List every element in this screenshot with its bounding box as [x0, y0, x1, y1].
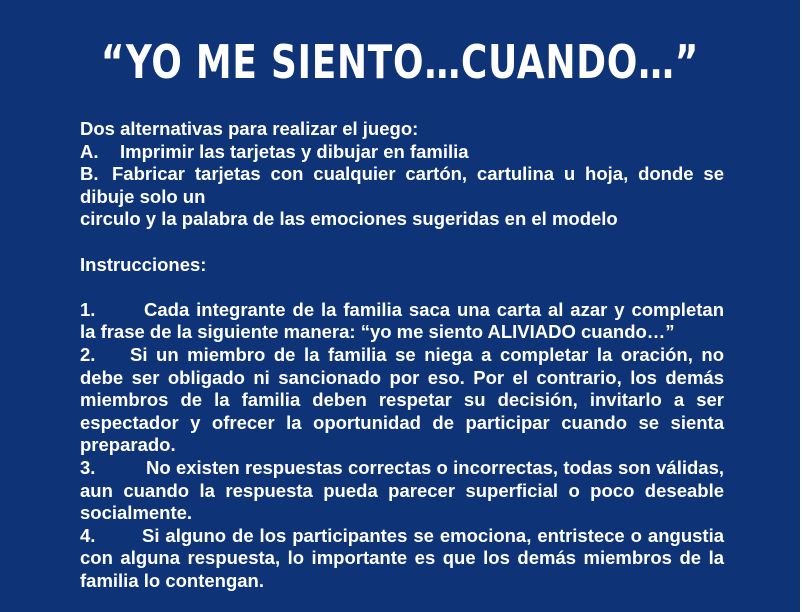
slide-body — [80, 118, 724, 592]
instruction-number: 4. — [80, 524, 96, 546]
slide-title: “YO ME SIENTO…CUANDO…” — [100, 35, 700, 89]
instruction-item — [80, 344, 724, 457]
instruction-text: Si alguno de los participantes se emociona, entristece o angustia con alguna respuesta, lo importante es que los demás miembros de la familia lo contengan. — [80, 524, 724, 591]
instruction-text: Cada integrante de la familia saca una carta al azar y completan la frase de la siguiente manera: “yo me siento ALIVIADO cuando…” — [80, 298, 724, 343]
instruction-text: No existen respuestas correctas o incorrectas, todas son válidas, aun cuando la respuesta pueda parecer superficial o poco deseable socialmente. — [80, 456, 724, 524]
instruction-item — [80, 457, 724, 525]
instruction-number: 2. — [80, 343, 96, 365]
option-b-letter: B. — [80, 163, 99, 185]
option-b — [80, 163, 724, 208]
instruction-text: Si un miembro de la familia se niega a completar la oración, no debe ser obligado ni sancionado por eso. Por el contrario, los demás miembros de la familia deben respetar su decisión, invitarlo a ser espectador y ofrecer la oportunidad de participar cuando se sienta preparado. — [80, 343, 724, 456]
spacer — [80, 276, 724, 299]
instruction-number: 1. — [80, 298, 96, 320]
instruction-number: 3. — [80, 456, 96, 478]
option-a-letter: A. — [80, 140, 99, 162]
instruction-item — [80, 299, 724, 344]
option-b-text: Fabricar tarjetas con cualquier cartón, cartulina u hoja, donde se dibuje solo un — [80, 163, 724, 207]
instructions-heading: Instrucciones: — [80, 253, 207, 275]
option-b-continuation: circulo y la palabra de las emociones sugeridas en el modelo — [80, 208, 618, 230]
option-a-text: Imprimir las tarjetas y dibujar en familia — [120, 140, 469, 162]
instruction-item — [80, 525, 724, 593]
option-a — [80, 141, 724, 164]
spacer — [80, 231, 724, 254]
intro-text: Dos alternativas para realizar el juego: — [80, 118, 419, 139]
